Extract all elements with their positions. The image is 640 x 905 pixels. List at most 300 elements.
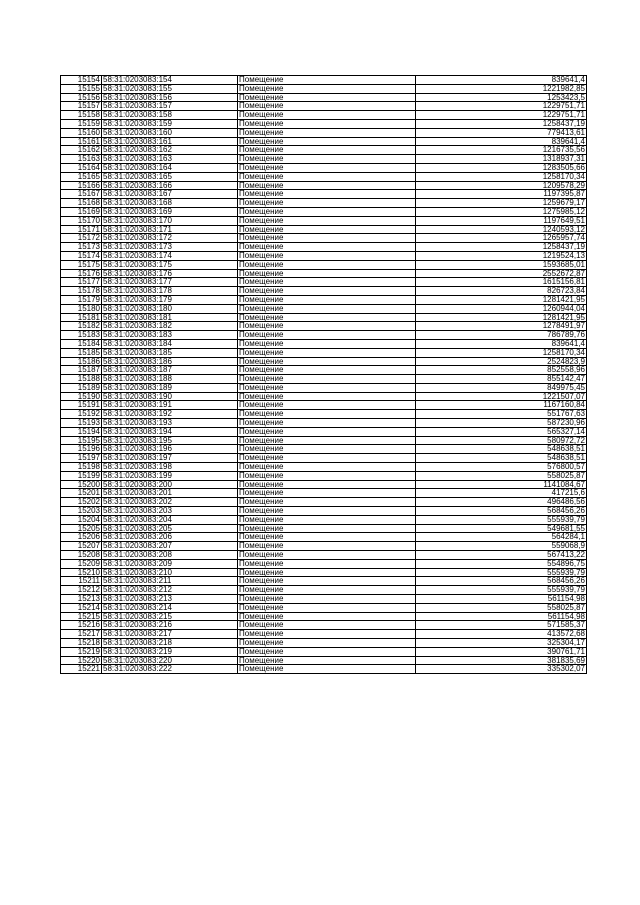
cadastral-number-cell: 58:31:0203083:198 [102, 463, 238, 472]
cadastral-value-cell: 559068,9 [416, 542, 587, 551]
table-row [61, 172, 587, 181]
row-number-cell: 15217 [61, 630, 102, 639]
row-number-cell: 15158 [61, 111, 102, 120]
cadastral-number-cell: 58:31:0203083:222 [102, 665, 238, 674]
table-row [61, 375, 587, 384]
cadastral-number-cell: 58:31:0203083:203 [102, 507, 238, 516]
cadastral-value-cell: 413572,68 [416, 630, 587, 639]
table-row [61, 339, 587, 348]
cadastral-value-cell: 568456,26 [416, 577, 587, 586]
object-type-cell: Помещение [238, 278, 416, 287]
cadastral-value-cell: 554896,75 [416, 559, 587, 568]
cadastral-number-cell: 58:31:0203083:167 [102, 190, 238, 199]
cadastral-number-cell: 58:31:0203083:202 [102, 498, 238, 507]
cadastral-number-cell: 58:31:0203083:177 [102, 278, 238, 287]
table-row [61, 295, 587, 304]
object-type-cell: Помещение [238, 427, 416, 436]
row-number-cell: 15189 [61, 383, 102, 392]
table-row [61, 401, 587, 410]
row-number-cell: 15172 [61, 234, 102, 243]
cadastral-value-cell: 1281421,95 [416, 295, 587, 304]
row-number-cell: 15204 [61, 515, 102, 524]
cadastral-number-cell: 58:31:0203083:170 [102, 216, 238, 225]
cadastral-value-cell: 390761,71 [416, 647, 587, 656]
row-number-cell: 15212 [61, 586, 102, 595]
table-row [61, 304, 587, 313]
object-type-cell: Помещение [238, 436, 416, 445]
cadastral-number-cell: 58:31:0203083:215 [102, 612, 238, 621]
cadastral-value-cell: 565327,14 [416, 427, 587, 436]
object-type-cell: Помещение [238, 383, 416, 392]
row-number-cell: 15176 [61, 269, 102, 278]
table-row [61, 551, 587, 560]
table-row [61, 463, 587, 472]
table-row [61, 586, 587, 595]
table-row [61, 454, 587, 463]
cadastral-number-cell: 58:31:0203083:195 [102, 436, 238, 445]
cadastral-number-cell: 58:31:0203083:191 [102, 401, 238, 410]
cadastral-number-cell: 58:31:0203083:169 [102, 207, 238, 216]
table-row [61, 313, 587, 322]
object-type-cell: Помещение [238, 313, 416, 322]
row-number-cell: 15194 [61, 427, 102, 436]
table-row [61, 507, 587, 516]
cadastral-value-cell: 558025,87 [416, 471, 587, 480]
table-row [61, 656, 587, 665]
table-row [61, 568, 587, 577]
object-type-cell: Помещение [238, 665, 416, 674]
table-row [61, 577, 587, 586]
cadastral-number-cell: 58:31:0203083:210 [102, 568, 238, 577]
cadastral-value-cell: 2524823,9 [416, 357, 587, 366]
row-number-cell: 15193 [61, 419, 102, 428]
object-type-cell: Помещение [238, 410, 416, 419]
row-number-cell: 15220 [61, 656, 102, 665]
cadastral-value-cell: 568456,26 [416, 507, 587, 516]
cadastral-value-cell: 325304,17 [416, 639, 587, 648]
cadastral-number-cell: 58:31:0203083:200 [102, 480, 238, 489]
row-number-cell: 15170 [61, 216, 102, 225]
table-row [61, 322, 587, 331]
cadastral-value-cell: 1197395,87 [416, 190, 587, 199]
row-number-cell: 15161 [61, 137, 102, 146]
cadastral-number-cell: 58:31:0203083:161 [102, 137, 238, 146]
cadastral-value-cell: 564284,1 [416, 533, 587, 542]
object-type-cell: Помещение [238, 102, 416, 111]
cadastral-number-cell: 58:31:0203083:168 [102, 199, 238, 208]
row-number-cell: 15214 [61, 603, 102, 612]
cadastral-number-cell: 58:31:0203083:186 [102, 357, 238, 366]
cadastral-value-cell: 548638,51 [416, 454, 587, 463]
row-number-cell: 15207 [61, 542, 102, 551]
cadastral-value-cell: 839641,4 [416, 76, 587, 85]
row-number-cell: 15213 [61, 595, 102, 604]
object-type-cell: Помещение [238, 586, 416, 595]
object-type-cell: Помещение [238, 207, 416, 216]
cadastral-value-cell: 1197649,51 [416, 216, 587, 225]
table-row [61, 251, 587, 260]
table-row [61, 199, 587, 208]
cadastral-number-cell: 58:31:0203083:176 [102, 269, 238, 278]
cadastral-value-cell: 849975,45 [416, 383, 587, 392]
table-row [61, 128, 587, 137]
cadastral-number-cell: 58:31:0203083:189 [102, 383, 238, 392]
row-number-cell: 15201 [61, 489, 102, 498]
object-type-cell: Помещение [238, 260, 416, 269]
cadastral-value-cell: 381835,69 [416, 656, 587, 665]
cadastral-value-cell: 551767,63 [416, 410, 587, 419]
table-row [61, 524, 587, 533]
table-row [61, 225, 587, 234]
cadastral-value-cell: 1258437,19 [416, 119, 587, 128]
row-number-cell: 15221 [61, 665, 102, 674]
cadastral-number-cell: 58:31:0203083:220 [102, 656, 238, 665]
object-type-cell: Помещение [238, 568, 416, 577]
cadastral-number-cell: 58:31:0203083:218 [102, 639, 238, 648]
table-row [61, 480, 587, 489]
cadastral-value-cell: 1265957,74 [416, 234, 587, 243]
cadastral-value-cell: 1229751,71 [416, 102, 587, 111]
cadastral-value-cell: 1318937,31 [416, 155, 587, 164]
cadastral-value-cell: 1281421,95 [416, 313, 587, 322]
cadastral-number-cell: 58:31:0203083:208 [102, 551, 238, 560]
object-type-cell: Помещение [238, 155, 416, 164]
cadastral-value-cell: 561154,98 [416, 612, 587, 621]
table-row [61, 445, 587, 454]
object-type-cell: Помещение [238, 480, 416, 489]
object-type-cell: Помещение [238, 463, 416, 472]
object-type-cell: Помещение [238, 269, 416, 278]
cadastral-number-cell: 58:31:0203083:197 [102, 454, 238, 463]
table-row [61, 155, 587, 164]
object-type-cell: Помещение [238, 251, 416, 260]
cadastral-number-cell: 58:31:0203083:164 [102, 163, 238, 172]
cadastral-value-cell: 1260944,04 [416, 304, 587, 313]
table-row [61, 366, 587, 375]
cadastral-value-cell: 1615156,81 [416, 278, 587, 287]
object-type-cell: Помещение [238, 304, 416, 313]
object-type-cell: Помещение [238, 533, 416, 542]
row-number-cell: 15190 [61, 392, 102, 401]
cadastral-number-cell: 58:31:0203083:172 [102, 234, 238, 243]
row-number-cell: 15184 [61, 339, 102, 348]
cadastral-value-cell: 1221507,07 [416, 392, 587, 401]
cadastral-number-cell: 58:31:0203083:201 [102, 489, 238, 498]
row-number-cell: 15159 [61, 119, 102, 128]
cadastral-value-cell: 576800,57 [416, 463, 587, 472]
cadastral-value-cell: 580972,72 [416, 436, 587, 445]
cadastral-value-cell: 839641,4 [416, 137, 587, 146]
object-type-cell: Помещение [238, 76, 416, 85]
cadastral-number-cell: 58:31:0203083:216 [102, 621, 238, 630]
row-number-cell: 15209 [61, 559, 102, 568]
table-row [61, 163, 587, 172]
cadastral-number-cell: 58:31:0203083:207 [102, 542, 238, 551]
object-type-cell: Помещение [238, 489, 416, 498]
table-row [61, 278, 587, 287]
cadastral-number-cell: 58:31:0203083:212 [102, 586, 238, 595]
cadastral-number-cell: 58:31:0203083:211 [102, 577, 238, 586]
table-row [61, 559, 587, 568]
row-number-cell: 15186 [61, 357, 102, 366]
cadastral-number-cell: 58:31:0203083:188 [102, 375, 238, 384]
object-type-cell: Помещение [238, 322, 416, 331]
row-number-cell: 15211 [61, 577, 102, 586]
object-type-cell: Помещение [238, 401, 416, 410]
table-row [61, 216, 587, 225]
table-row [61, 146, 587, 155]
cadastral-value-cell: 1229751,71 [416, 111, 587, 120]
cadastral-value-cell: 1209578,29 [416, 181, 587, 190]
table-row [61, 489, 587, 498]
cadastral-number-cell: 58:31:0203083:157 [102, 102, 238, 111]
cadastral-number-cell: 58:31:0203083:192 [102, 410, 238, 419]
table-row [61, 533, 587, 542]
cadastral-value-cell: 496486,56 [416, 498, 587, 507]
cadastral-number-cell: 58:31:0203083:174 [102, 251, 238, 260]
table-row [61, 471, 587, 480]
object-type-cell: Помещение [238, 137, 416, 146]
cadastral-number-cell: 58:31:0203083:182 [102, 322, 238, 331]
cadastral-number-cell: 58:31:0203083:165 [102, 172, 238, 181]
cadastral-number-cell: 58:31:0203083:199 [102, 471, 238, 480]
row-number-cell: 15198 [61, 463, 102, 472]
cadastral-number-cell: 58:31:0203083:183 [102, 331, 238, 340]
row-number-cell: 15210 [61, 568, 102, 577]
cadastral-number-cell: 58:31:0203083:190 [102, 392, 238, 401]
cadastral-value-cell: 335302,07 [416, 665, 587, 674]
row-number-cell: 15166 [61, 181, 102, 190]
object-type-cell: Помещение [238, 287, 416, 296]
cadastral-value-cell: 1253423,5 [416, 93, 587, 102]
object-type-cell: Помещение [238, 295, 416, 304]
cadastral-number-cell: 58:31:0203083:159 [102, 119, 238, 128]
table-row [61, 498, 587, 507]
table-row [61, 76, 587, 85]
object-type-cell: Помещение [238, 471, 416, 480]
row-number-cell: 15185 [61, 348, 102, 357]
row-number-cell: 15180 [61, 304, 102, 313]
object-type-cell: Помещение [238, 128, 416, 137]
cadastral-value-cell: 1258437,19 [416, 243, 587, 252]
row-number-cell: 15178 [61, 287, 102, 296]
row-number-cell: 15206 [61, 533, 102, 542]
cadastral-number-cell: 58:31:0203083:160 [102, 128, 238, 137]
cadastral-number-cell: 58:31:0203083:217 [102, 630, 238, 639]
cadastral-number-cell: 58:31:0203083:162 [102, 146, 238, 155]
table-row [61, 243, 587, 252]
cadastral-number-cell: 58:31:0203083:187 [102, 366, 238, 375]
table-row [61, 181, 587, 190]
object-type-cell: Помещение [238, 146, 416, 155]
row-number-cell: 15154 [61, 76, 102, 85]
cadastral-number-cell: 58:31:0203083:181 [102, 313, 238, 322]
cadastral-number-cell: 58:31:0203083:171 [102, 225, 238, 234]
object-type-cell: Помещение [238, 216, 416, 225]
cadastral-number-cell: 58:31:0203083:173 [102, 243, 238, 252]
object-type-cell: Помещение [238, 93, 416, 102]
row-number-cell: 15164 [61, 163, 102, 172]
table-row [61, 612, 587, 621]
object-type-cell: Помещение [238, 621, 416, 630]
cadastral-number-cell: 58:31:0203083:156 [102, 93, 238, 102]
object-type-cell: Помещение [238, 348, 416, 357]
cadastral-number-cell: 58:31:0203083:178 [102, 287, 238, 296]
cadastral-number-cell: 58:31:0203083:213 [102, 595, 238, 604]
row-number-cell: 15216 [61, 621, 102, 630]
cadastral-value-cell: 1141084,67 [416, 480, 587, 489]
cadastral-value-cell: 561154,98 [416, 595, 587, 604]
table-row [61, 603, 587, 612]
object-type-cell: Помещение [238, 172, 416, 181]
row-number-cell: 15187 [61, 366, 102, 375]
row-number-cell: 15202 [61, 498, 102, 507]
object-type-cell: Помещение [238, 454, 416, 463]
row-number-cell: 15162 [61, 146, 102, 155]
object-type-cell: Помещение [238, 331, 416, 340]
row-number-cell: 15168 [61, 199, 102, 208]
object-type-cell: Помещение [238, 595, 416, 604]
row-number-cell: 15179 [61, 295, 102, 304]
object-type-cell: Помещение [238, 551, 416, 560]
row-number-cell: 15196 [61, 445, 102, 454]
table-row [61, 111, 587, 120]
object-type-cell: Помещение [238, 639, 416, 648]
table-row [61, 419, 587, 428]
object-type-cell: Помещение [238, 445, 416, 454]
cadastral-value-cell: 786789,76 [416, 331, 587, 340]
cadastral-number-cell: 58:31:0203083:158 [102, 111, 238, 120]
table-row [61, 665, 587, 674]
row-number-cell: 15171 [61, 225, 102, 234]
row-number-cell: 15183 [61, 331, 102, 340]
row-number-cell: 15215 [61, 612, 102, 621]
object-type-cell: Помещение [238, 612, 416, 621]
object-type-cell: Помещение [238, 419, 416, 428]
object-type-cell: Помещение [238, 339, 416, 348]
row-number-cell: 15200 [61, 480, 102, 489]
row-number-cell: 15181 [61, 313, 102, 322]
table-row [61, 595, 587, 604]
row-number-cell: 15167 [61, 190, 102, 199]
cadastral-value-cell: 1258170,34 [416, 172, 587, 181]
object-type-cell: Помещение [238, 542, 416, 551]
cadastral-value-cell: 779413,61 [416, 128, 587, 137]
cadastral-number-cell: 58:31:0203083:214 [102, 603, 238, 612]
object-type-cell: Помещение [238, 119, 416, 128]
row-number-cell: 15219 [61, 647, 102, 656]
cadastral-value-cell: 1593685,01 [416, 260, 587, 269]
cadastral-value-cell: 1219524,13 [416, 251, 587, 260]
table-row [61, 436, 587, 445]
row-number-cell: 15197 [61, 454, 102, 463]
row-number-cell: 15182 [61, 322, 102, 331]
table-row [61, 515, 587, 524]
object-type-cell: Помещение [238, 111, 416, 120]
cadastral-number-cell: 58:31:0203083:175 [102, 260, 238, 269]
cadastral-value-cell: 839641,4 [416, 339, 587, 348]
object-type-cell: Помещение [238, 199, 416, 208]
cadastral-number-cell: 58:31:0203083:154 [102, 76, 238, 85]
object-type-cell: Помещение [238, 559, 416, 568]
table-row [61, 102, 587, 111]
row-number-cell: 15205 [61, 524, 102, 533]
cadastral-value-cell: 417215,6 [416, 489, 587, 498]
cadastral-number-cell: 58:31:0203083:206 [102, 533, 238, 542]
object-type-cell: Помещение [238, 181, 416, 190]
object-type-cell: Помещение [238, 366, 416, 375]
table-row [61, 621, 587, 630]
cadastral-number-cell: 58:31:0203083:184 [102, 339, 238, 348]
object-type-cell: Помещение [238, 577, 416, 586]
row-number-cell: 15169 [61, 207, 102, 216]
table-row [61, 207, 587, 216]
object-type-cell: Помещение [238, 163, 416, 172]
cadastral-number-cell: 58:31:0203083:163 [102, 155, 238, 164]
table-row [61, 392, 587, 401]
cadastral-number-cell: 58:31:0203083:193 [102, 419, 238, 428]
row-number-cell: 15160 [61, 128, 102, 137]
cadastral-value-cell: 1278491,97 [416, 322, 587, 331]
cadastral-number-cell: 58:31:0203083:179 [102, 295, 238, 304]
table-row [61, 137, 587, 146]
table-row [61, 331, 587, 340]
cadastral-value-cell: 1221982,85 [416, 84, 587, 93]
cadastral-value-cell: 1283505,66 [416, 163, 587, 172]
row-number-cell: 15175 [61, 260, 102, 269]
object-type-cell: Помещение [238, 507, 416, 516]
table-row [61, 190, 587, 199]
cadastral-value-cell: 1216735,56 [416, 146, 587, 155]
table-row [61, 410, 587, 419]
cadastral-number-cell: 58:31:0203083:205 [102, 524, 238, 533]
cadastral-value-cell: 2552672,87 [416, 269, 587, 278]
object-type-cell: Помещение [238, 630, 416, 639]
cadastral-value-cell: 555939,79 [416, 515, 587, 524]
table-row [61, 234, 587, 243]
object-type-cell: Помещение [238, 243, 416, 252]
table-row [61, 269, 587, 278]
cadastral-value-cell: 1258170,34 [416, 348, 587, 357]
cadastral-table [60, 75, 587, 674]
cadastral-value-cell: 1167160,84 [416, 401, 587, 410]
table-row [61, 542, 587, 551]
table-row [61, 639, 587, 648]
row-number-cell: 15177 [61, 278, 102, 287]
object-type-cell: Помещение [238, 375, 416, 384]
cadastral-value-cell: 1275985,12 [416, 207, 587, 216]
table-row [61, 427, 587, 436]
row-number-cell: 15192 [61, 410, 102, 419]
cadastral-value-cell: 567413,22 [416, 551, 587, 560]
cadastral-value-cell: 855142,47 [416, 375, 587, 384]
table-row [61, 357, 587, 366]
cadastral-value-cell: 555939,79 [416, 586, 587, 595]
object-type-cell: Помещение [238, 392, 416, 401]
table-row [61, 93, 587, 102]
row-number-cell: 15195 [61, 436, 102, 445]
table-row [61, 348, 587, 357]
table-row [61, 260, 587, 269]
row-number-cell: 15199 [61, 471, 102, 480]
object-type-cell: Помещение [238, 84, 416, 93]
table-row [61, 647, 587, 656]
cadastral-value-cell: 558025,87 [416, 603, 587, 612]
table-row [61, 287, 587, 296]
row-number-cell: 15165 [61, 172, 102, 181]
cadastral-number-cell: 58:31:0203083:185 [102, 348, 238, 357]
row-number-cell: 15188 [61, 375, 102, 384]
